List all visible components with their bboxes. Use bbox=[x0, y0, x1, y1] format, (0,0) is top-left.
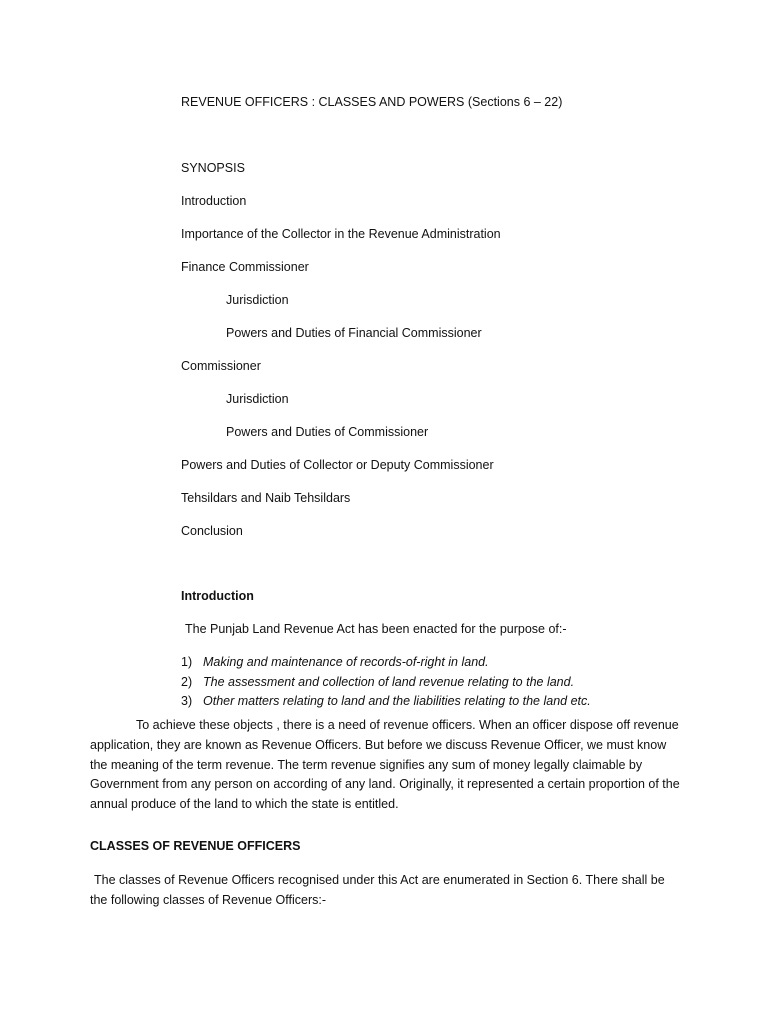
list-item-number: 1) bbox=[181, 655, 193, 669]
list-item-number: 2) bbox=[181, 674, 193, 689]
list-item-text: Making and maintenance of records-of-right in land. bbox=[203, 655, 489, 669]
revenue-officers-paragraph bbox=[90, 716, 680, 815]
synopsis-subitem-fc-jurisdiction: Jurisdiction bbox=[226, 293, 289, 307]
synopsis-item-tehsildars: Tehsildars and Naib Tehsildars bbox=[181, 491, 351, 505]
purposes-list bbox=[181, 653, 591, 712]
list-item bbox=[181, 692, 591, 712]
synopsis-subitem-fc-powers-duties: Powers and Duties of Financial Commissioner bbox=[226, 326, 482, 340]
list-item bbox=[181, 673, 591, 693]
list-item-number: 3) bbox=[181, 694, 193, 708]
classes-paragraph: The classes of Revenue Officers recognised under this Act are enumerated in Section 6. There shall be the following classes of Revenue Officers:- bbox=[90, 873, 665, 907]
synopsis-item-introduction: Introduction bbox=[181, 194, 247, 208]
revenue-officers-paragraph-text: To achieve these objects , there is a need of revenue officers. When an officer dispose off revenue application, they are known as Revenue Officers. But before we discuss Revenue Officer, we must know the meaning of the term revenue. The term revenue signifies any sum of money legally claimable by Government from any person on according of any land. Originally, it represented a certain proportion of the annual produce of the land to which the state is entitled. bbox=[90, 718, 680, 812]
synopsis-item-collector-powers: Powers and Duties of Collector or Deputy Commissioner bbox=[181, 458, 494, 472]
list-item bbox=[181, 653, 591, 673]
list-item-text: Other matters relating to land and the liabilities relating to the land etc. bbox=[203, 694, 591, 708]
synopsis-item-importance-of-collector: Importance of the Collector in the Revenue Administration bbox=[181, 227, 501, 241]
synopsis-item-conclusion: Conclusion bbox=[181, 524, 243, 538]
classes-heading: CLASSES OF REVENUE OFFICERS bbox=[90, 839, 301, 853]
synopsis-subitem-commissioner-jurisdiction: Jurisdiction bbox=[226, 392, 289, 406]
list-item-text: The assessment and collection of land revenue relating to the land. bbox=[203, 674, 575, 689]
document-title: REVENUE OFFICERS : CLASSES AND POWERS (Sections 6 – 22) bbox=[181, 95, 563, 109]
introduction-text: The Punjab Land Revenue Act has been enacted for the purpose of:- bbox=[185, 622, 567, 636]
introduction-heading: Introduction bbox=[181, 589, 254, 603]
synopsis-item-commissioner: Commissioner bbox=[181, 359, 261, 373]
synopsis-subitem-commissioner-powers-duties: Powers and Duties of Commissioner bbox=[226, 425, 429, 439]
synopsis-heading: SYNOPSIS bbox=[181, 161, 245, 175]
synopsis-item-finance-commissioner: Finance Commissioner bbox=[181, 260, 309, 274]
